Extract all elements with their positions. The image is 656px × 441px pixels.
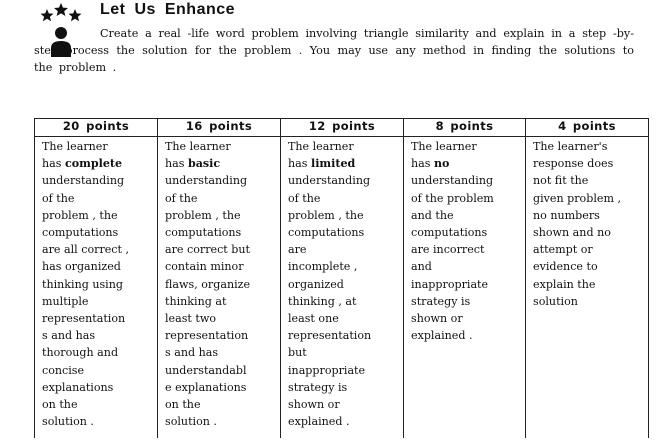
star-icon	[41, 9, 54, 21]
rubric-cell-20	[35, 137, 158, 439]
rubric-cell-16	[158, 137, 281, 439]
rubric-cell-line: s and has	[165, 346, 219, 360]
rubric-line-text: has	[411, 157, 434, 171]
rubric-cell-line: inappropriate	[288, 363, 366, 377]
rubric-cell-line	[165, 155, 276, 172]
rubric-cell-line: has organized	[42, 260, 121, 274]
rubric-cell-line: understandabl	[165, 363, 247, 377]
rubric-cell-line: thinking using	[42, 277, 123, 291]
rubric-cell-line	[411, 155, 521, 172]
rubric-cell-line: but	[288, 346, 307, 360]
rubric-cell-line: multiple	[42, 294, 89, 308]
rubric-cell-line: problem , the	[42, 208, 118, 222]
rubric-cell-line: are all correct ,	[42, 243, 130, 257]
rubric-keyword: basic	[187, 157, 221, 171]
rubric-cell-line: shown and no	[533, 226, 611, 240]
rubric-keyword: no	[433, 157, 450, 171]
instructions	[34, 25, 634, 76]
rubric-cell-line: explanations	[42, 380, 114, 394]
instruction-line: a step -by-step process the solution for the problem . You may use any	[34, 27, 635, 57]
rubric-cell-line: problem , the	[288, 208, 364, 222]
rubric-cell-line: strategy is	[288, 380, 348, 394]
scoring-rubric-table	[34, 118, 649, 438]
rubric-cell-line: shown or	[411, 312, 463, 326]
rubric-line-text: has	[288, 157, 311, 171]
rubric-cell-line: thinking , at	[288, 294, 357, 308]
rubric-cell-line: computations	[411, 226, 488, 240]
rubric-cell-line: inappropriate	[411, 277, 489, 291]
rubric-header-12: 12 points	[281, 119, 404, 137]
rubric-cell-line: attempt or	[533, 243, 593, 257]
rubric-line-text: has	[42, 157, 65, 171]
rubric-cell-line: solution	[533, 294, 578, 308]
rubric-cell-line: flaws, organize	[165, 277, 251, 291]
rubric-cell-line: computations	[288, 226, 365, 240]
rubric-cell-line: solution .	[42, 415, 94, 429]
rubric-line-text: has	[165, 157, 188, 171]
rubric-cell-line: are incorrect	[411, 243, 485, 257]
rubric-cell-line: of the	[288, 191, 321, 205]
rubric-header-20: 20 points	[35, 119, 158, 137]
rubric-cell-line: computations	[165, 226, 242, 240]
rubric-keyword: limited	[310, 157, 356, 171]
rubric-cell-line: not fit the	[533, 174, 589, 188]
rubric-cell-line: shown or	[288, 398, 340, 412]
rubric-cell-line: organized	[288, 277, 344, 291]
rubric-cell-12	[281, 137, 404, 439]
rubric-cell-line: no numbers	[533, 208, 600, 222]
rubric-cell-line: of the problem	[411, 191, 494, 205]
rubric-cell-8	[404, 137, 526, 439]
rubric-cell-line	[288, 155, 399, 172]
page-title: Let Us Enhance	[100, 1, 236, 18]
star-icon	[54, 3, 68, 16]
rubric-cell-line: problem , the	[165, 208, 241, 222]
rubric-cell-line: on the	[165, 398, 201, 412]
rubric-cell-line: e explanations	[165, 380, 247, 394]
rubric-cell-line: least two	[165, 312, 217, 326]
rubric-cell-line: are	[288, 243, 307, 257]
rubric-cell-line: of the	[42, 191, 75, 205]
instruction-line: Create a real -life word problem involving triangle similarity and explain in	[100, 27, 562, 40]
rubric-cell-4	[526, 137, 649, 439]
rubric-cell-line: and the	[411, 208, 454, 222]
rubric-cell-line: The learner's	[533, 140, 608, 153]
star-icon	[69, 9, 82, 21]
rubric-cell-line: explained .	[288, 415, 350, 429]
instruction-line: method in finding the solutions to the problem .	[34, 44, 634, 74]
rubric-criteria-row	[35, 137, 649, 439]
rubric-cell-line: computations	[42, 226, 119, 240]
rubric-cell-line: least one	[288, 312, 339, 326]
rubric-cell-line: and	[411, 260, 432, 274]
rubric-cell-line: The learner	[411, 140, 477, 153]
rubric-cell-line: understanding	[288, 174, 371, 188]
rubric-cell-line: understanding	[165, 174, 248, 188]
rubric-cell-line: response does	[533, 157, 614, 171]
rubric-cell-line	[42, 155, 153, 172]
rubric-cell-line: given problem ,	[533, 191, 622, 205]
rubric-cell-line: representation	[42, 312, 126, 326]
rubric-cell-line: on the	[42, 398, 78, 412]
rubric-cell-line: incomplete ,	[288, 260, 358, 274]
rubric-cell-line: thinking at	[165, 294, 227, 308]
rubric-cell-line: contain minor	[165, 260, 244, 274]
rubric-cell-line: The learner	[42, 140, 108, 153]
rubric-cell-line: of the	[165, 191, 198, 205]
rubric-header-row	[35, 119, 649, 137]
rubric-cell-line: s and has	[42, 329, 96, 343]
rubric-header-16: 16 points	[158, 119, 281, 137]
rubric-cell-line: representation	[288, 329, 372, 343]
rubric-cell-line: concise	[42, 363, 85, 377]
rubric-cell-line: are correct but	[165, 243, 250, 257]
rubric-cell-line: explained .	[411, 329, 473, 343]
rubric-cell-line: evidence to	[533, 260, 598, 274]
rubric-cell-line: thorough and	[42, 346, 119, 360]
rubric-cell-line: strategy is	[411, 294, 471, 308]
rubric-cell-line: representation	[165, 329, 249, 343]
rubric-cell-line: understanding	[42, 174, 125, 188]
rubric-cell-line: explain the	[533, 277, 596, 291]
rubric-cell-line: solution .	[165, 415, 217, 429]
rubric-keyword: complete	[64, 157, 123, 171]
rubric-header-8: 8 points	[404, 119, 526, 137]
rubric-header-4: 4 points	[526, 119, 649, 137]
rubric-cell-line: understanding	[411, 174, 494, 188]
rubric-cell-line: The learner	[288, 140, 354, 153]
rubric-cell-line: The learner	[165, 140, 231, 153]
